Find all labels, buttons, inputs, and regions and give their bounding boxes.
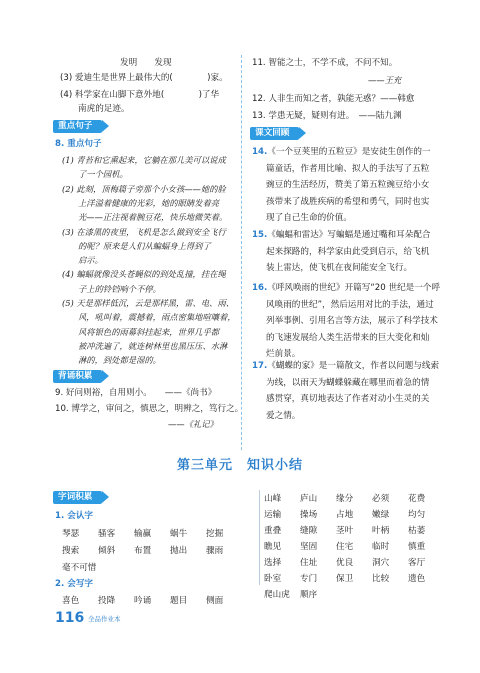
question-number: 14. <box>252 147 268 157</box>
q14-line: 孩带来了战胜疾病的希望和勇气，同时也实 <box>266 196 430 207</box>
q12: 12. 人非生而知之者，孰能无惑？——韩愈 <box>252 94 415 104</box>
word-item: 洞穴 <box>372 558 390 568</box>
word-item: 蜗牛 <box>170 529 188 539</box>
q8-line: (5) 天是那样低沉，云是那样黑，雷、电、雨、 <box>62 298 235 308</box>
q8-line: 的呢？原来是人们从蝙蝠身上得到了 <box>78 240 211 251</box>
word-item: 叶柄 <box>372 526 390 536</box>
q11-source: ——王充 <box>368 75 402 85</box>
q16-line: 烂前景。 <box>266 349 301 359</box>
word-item: 搜索 <box>62 546 80 556</box>
q9: 9. 好问则裕，自用则小。 ——《尚书》 <box>55 388 217 398</box>
word-item: 琴瑟 <box>62 529 80 539</box>
word-item: 住宅 <box>336 542 354 552</box>
fill-item-3: (3) 爱迪生是世界上最伟大的( )家。 <box>60 73 228 83</box>
q8-line: (2) 此刻，顶梅篇子旁那个小女孩——她的脸 <box>62 183 226 194</box>
word-item: 均匀 <box>408 510 426 520</box>
q16-line: 16.《呼风唤雨的世纪》开篇写“20 世纪是一个呼 <box>252 283 441 293</box>
word-item: 瞧见 <box>264 542 282 552</box>
word-item: 嫩绿 <box>372 510 390 520</box>
q14-line: 豌豆的生活经历，赞美了第五粒豌豆给小女 <box>266 180 430 190</box>
q11: 11. 智能之士，不学不成，不问不知。 <box>252 58 398 68</box>
word-item: 侧面 <box>206 596 224 606</box>
q16-line: 风唤雨的世纪”，然后运用对比的手法，通过 <box>266 299 434 310</box>
question-number: 17. <box>252 361 268 371</box>
unit-title: 第三单元 知识小结 <box>176 458 303 473</box>
word-item: 骤雨 <box>206 546 224 556</box>
q16-line: 列举事例、引用名言等方法，展示了科学技术 <box>266 316 438 326</box>
word-item: 茎叶 <box>336 526 354 536</box>
page-footer-label: 全品作业本 <box>88 615 121 623</box>
write-title: 2. 会写字 <box>55 579 94 589</box>
word-item: 花费 <box>408 494 426 504</box>
q14-line: 14.《一个豆荚里的五粒豆》是安徒生创作的一 <box>252 147 431 157</box>
word-item: 枯萎 <box>408 526 426 536</box>
word-item: 运输 <box>264 510 282 520</box>
word-item: 重叠 <box>264 526 282 536</box>
section-key-sentences: 重点句子 <box>53 120 102 133</box>
q10: 10. 博学之，审问之，慎思之，明辨之，笃行之。 <box>55 404 244 414</box>
section-recite: 背诵积累 <box>53 370 102 383</box>
q17-line: 为线，以雨天为蝴蝶躲藏在哪里而着急的情 <box>266 377 430 388</box>
word-item: 保卫 <box>336 574 354 584</box>
column-divider <box>241 55 242 450</box>
word-item: 占地 <box>336 510 354 520</box>
word-item: 输赢 <box>134 529 152 539</box>
q8-line: 光——正注视着腕豆花，快乐地微笑着。 <box>78 212 228 223</box>
word-item: 慎重 <box>408 542 426 552</box>
word-item: 投降 <box>98 596 116 606</box>
word-item: 挖掘 <box>206 529 224 539</box>
word-item: 操场 <box>300 510 318 520</box>
q8-line: 启示。 <box>78 255 103 266</box>
q14-line: 现了自己生命的价值。 <box>266 213 352 223</box>
word-item: 山峰 <box>264 494 282 504</box>
section-text-review: 课文回顾 <box>250 127 299 140</box>
q8-line: 风将银色的雨幕斜挂起来，世界几乎都 <box>78 326 220 337</box>
q8-line: 上洋溢着健康的光彩，她的眼睛发着亮 <box>78 197 220 208</box>
q16-line: 的飞速发展给人类生活带来的巨大变化和灿 <box>266 332 430 343</box>
page-number: 116 <box>55 610 85 626</box>
word-item: 专门 <box>300 574 318 584</box>
question-number: 16. <box>252 283 268 293</box>
word-item: 遗色 <box>408 574 426 584</box>
word-item: 优良 <box>336 558 354 568</box>
q8-line: (4) 蝙蝠就像没头苍蝇似的到处乱撞，挂在绳 <box>62 269 226 280</box>
word-item: 毫不可惜 <box>62 563 97 573</box>
word-item: 缘分 <box>336 494 354 504</box>
question-number: 15. <box>252 230 268 240</box>
q15-line: 装上雷达，使飞机在夜间能安全飞行。 <box>266 263 413 273</box>
q8-line: 了一个园机。 <box>78 169 128 180</box>
word-item: 倾斜 <box>98 546 116 556</box>
q8-line: (1) 青苔和它熏起来，它躺在那儿美可以说成 <box>62 155 226 165</box>
q13: 13. 学患无疑，疑则有进。 ——陆九渊 <box>252 111 402 121</box>
section-words: 字词积累 <box>53 491 102 504</box>
word-item: 顺序 <box>300 590 318 600</box>
q8-line: 淋的，到处都是湿的。 <box>78 355 161 366</box>
q14-line: 篇童话，作者用比喻、拟人的手法写了五粒 <box>266 163 430 174</box>
word-item: 住址 <box>300 558 318 568</box>
word-item: 比较 <box>372 574 390 584</box>
q17-line: 感贯穿，真切地表达了作者对动小生灵的关 <box>266 394 430 404</box>
q15-line: 起来探路的，科学家由此受到启示，给飞机 <box>266 246 430 257</box>
word-item: 必须 <box>372 494 390 504</box>
word-item: 布置 <box>134 546 152 556</box>
fill-item-4-cont: 南虎的足迹。 <box>78 104 130 114</box>
word-item: 喜色 <box>62 596 80 606</box>
word-item: 吟诵 <box>134 596 152 606</box>
q8-title: 8. 重点句子 <box>55 139 102 149</box>
q8-line: 被冲洗遍了，就连树林里也黑压压、水淋 <box>78 340 228 351</box>
q15-line: 15.《蝙蝠和雷达》写蝙蝠是通过嘴和耳朵配合 <box>252 230 431 240</box>
word-item: 缝隙 <box>300 526 318 536</box>
q8-line: 子上的铃铛响个不停。 <box>78 283 161 294</box>
word-item: 卧室 <box>264 574 282 584</box>
word-item: 骚客 <box>98 529 116 539</box>
word-item: 选择 <box>264 558 282 568</box>
fill-item-4: (4) 科学家在山脚下意外地( )了华 <box>60 90 220 100</box>
word-item: 题目 <box>170 596 188 606</box>
q17-line: 爱之情。 <box>266 410 301 421</box>
word-item: 坚固 <box>300 542 318 552</box>
word-item: 抛出 <box>170 546 188 556</box>
q8-line: 风，吼叫着，震撼着，雨点密集地喧嚷着， <box>78 312 236 323</box>
grid-divider <box>259 490 260 585</box>
word-item: 客厅 <box>408 558 426 568</box>
word-item: 临时 <box>372 542 390 552</box>
q17-line: 17.《蝴蝶的家》是一篇散文，作者以问题与线索 <box>252 361 440 371</box>
recognize-title: 1. 会认字 <box>55 511 94 521</box>
header-words: 发明 发现 <box>120 58 172 68</box>
word-item: 庐山 <box>300 494 318 504</box>
q8-line: (3) 在漆黑的夜里，飞机是怎么做到安全飞行 <box>62 226 226 237</box>
word-item: 爬山虎 <box>264 590 290 600</box>
q10-source: ——《礼记》 <box>168 419 218 429</box>
